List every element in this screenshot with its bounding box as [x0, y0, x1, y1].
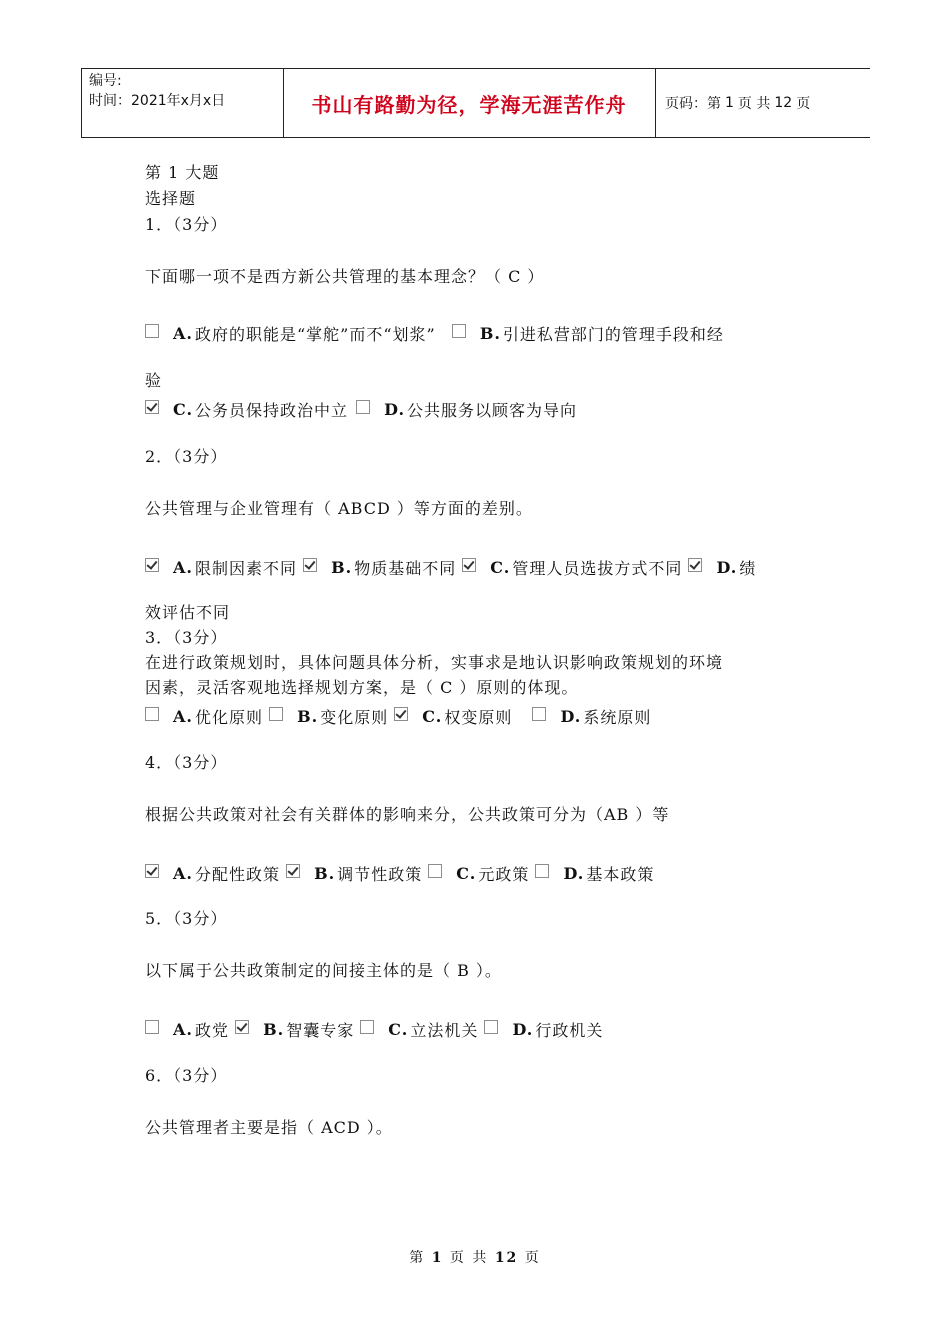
footer-prefix: 第	[409, 1250, 426, 1266]
page-mid: 页 共	[737, 96, 771, 112]
question-number: 6．（3分）	[145, 1066, 228, 1085]
checkbox[interactable]	[145, 324, 159, 338]
section-title: 第 1 大题	[145, 163, 220, 182]
checkbox[interactable]	[145, 1020, 159, 1034]
option-b: B. 调节性政策	[286, 862, 422, 885]
checkbox-checked[interactable]	[235, 1020, 249, 1034]
checkbox[interactable]	[356, 400, 370, 414]
option-d: D. 公共服务以顾客为导向	[356, 398, 577, 421]
page-header	[81, 68, 870, 138]
option-a: A. 政党	[145, 1018, 229, 1041]
question-text: 在进行政策规划时，具体问题具体分析，实事求是地认识影响政策规划的环境	[145, 653, 724, 672]
checkbox-checked[interactable]	[303, 558, 317, 572]
header-divider	[81, 69, 82, 137]
checkbox[interactable]	[269, 707, 283, 721]
option-a: A. 优化原则	[145, 705, 263, 728]
footer-mid: 页 共	[449, 1250, 489, 1266]
header-motto: 书山有路勤为径，学海无涯苦作舟	[311, 92, 627, 117]
checkbox[interactable]	[452, 324, 466, 338]
option-c: C. 立法机关	[360, 1018, 478, 1041]
checkbox[interactable]	[532, 707, 546, 721]
question-text: 因素，灵活客观地选择规划方案，是（ C ）原则的体现。	[145, 678, 579, 697]
option-c: C. 权变原则	[394, 705, 512, 728]
checkbox[interactable]	[535, 864, 549, 878]
checkbox-checked[interactable]	[286, 864, 300, 878]
option-d: D. 绩	[688, 556, 756, 579]
checkbox-checked[interactable]	[145, 864, 159, 878]
checkbox[interactable]	[428, 864, 442, 878]
option-row	[145, 1018, 603, 1041]
footer-current-page: 1	[431, 1250, 444, 1266]
section-subtitle: 选择题	[145, 189, 197, 208]
header-page-info	[665, 69, 810, 137]
option-b: B. 智囊专家	[235, 1018, 354, 1041]
option-a: A. 政府的职能是“掌舵”而不“划浆”	[145, 322, 436, 345]
option-row	[145, 398, 577, 421]
question-number: 2．（3分）	[145, 447, 228, 466]
footer-suffix: 页	[524, 1250, 541, 1266]
option-row	[145, 862, 654, 885]
page-suffix: 页	[796, 96, 811, 112]
option-c: C. 公务员保持政治中立	[145, 398, 348, 421]
option-d: D. 系统原则	[532, 705, 651, 728]
question-text: 根据公共政策对社会有关群体的影响来分，公共政策可分为（AB ）等	[145, 805, 670, 824]
option-b: B. 物质基础不同	[303, 556, 456, 579]
option-continuation: 验	[145, 371, 163, 390]
option-row	[145, 556, 756, 579]
option-a: A. 分配性政策	[145, 862, 280, 885]
question-number: 3．（3分）	[145, 628, 228, 647]
question-text: 下面哪一项不是西方新公共管理的基本理念？（ C ）	[145, 267, 545, 286]
checkbox-checked[interactable]	[394, 707, 408, 721]
question-number: 5．（3分）	[145, 909, 228, 928]
page-prefix: 页码：第	[665, 96, 721, 112]
option-d: D. 基本政策	[535, 862, 654, 885]
checkbox-checked[interactable]	[145, 558, 159, 572]
option-a: A. 限制因素不同	[145, 556, 297, 579]
question-text: 公共管理者主要是指（ ACD ）。	[145, 1118, 393, 1137]
checkbox[interactable]	[360, 1020, 374, 1034]
option-b: B. 引进私营部门的管理手段和经	[452, 322, 724, 345]
question-text: 公共管理与企业管理有（ ABCD ）等方面的差别。	[145, 499, 533, 518]
question-number: 4．（3分）	[145, 753, 228, 772]
checkbox[interactable]	[484, 1020, 498, 1034]
header-meta	[89, 71, 225, 111]
option-row	[145, 322, 724, 345]
option-continuation: 效评估不同	[145, 603, 231, 622]
page-footer	[0, 1247, 950, 1267]
header-divider	[655, 69, 656, 137]
question-number: 1．（3分）	[145, 215, 228, 234]
option-row	[145, 705, 651, 728]
checkbox-checked[interactable]	[145, 400, 159, 414]
page-total: 12	[774, 95, 793, 111]
option-d: D. 行政机关	[484, 1018, 603, 1041]
date-label: 时间：2021年x月x日	[89, 93, 226, 109]
question-text: 以下属于公共政策制定的间接主体的是（ B ）。	[145, 961, 502, 980]
checkbox-checked[interactable]	[462, 558, 476, 572]
option-c: C. 管理人员选拔方式不同	[462, 556, 682, 579]
footer-total-pages: 12	[494, 1250, 519, 1266]
checkbox-checked[interactable]	[688, 558, 702, 572]
serial-label: 编号:	[89, 73, 122, 89]
checkbox[interactable]	[145, 707, 159, 721]
page-current: 1	[725, 95, 734, 111]
option-b: B. 变化原则	[269, 705, 388, 728]
option-c: C. 元政策	[428, 862, 529, 885]
